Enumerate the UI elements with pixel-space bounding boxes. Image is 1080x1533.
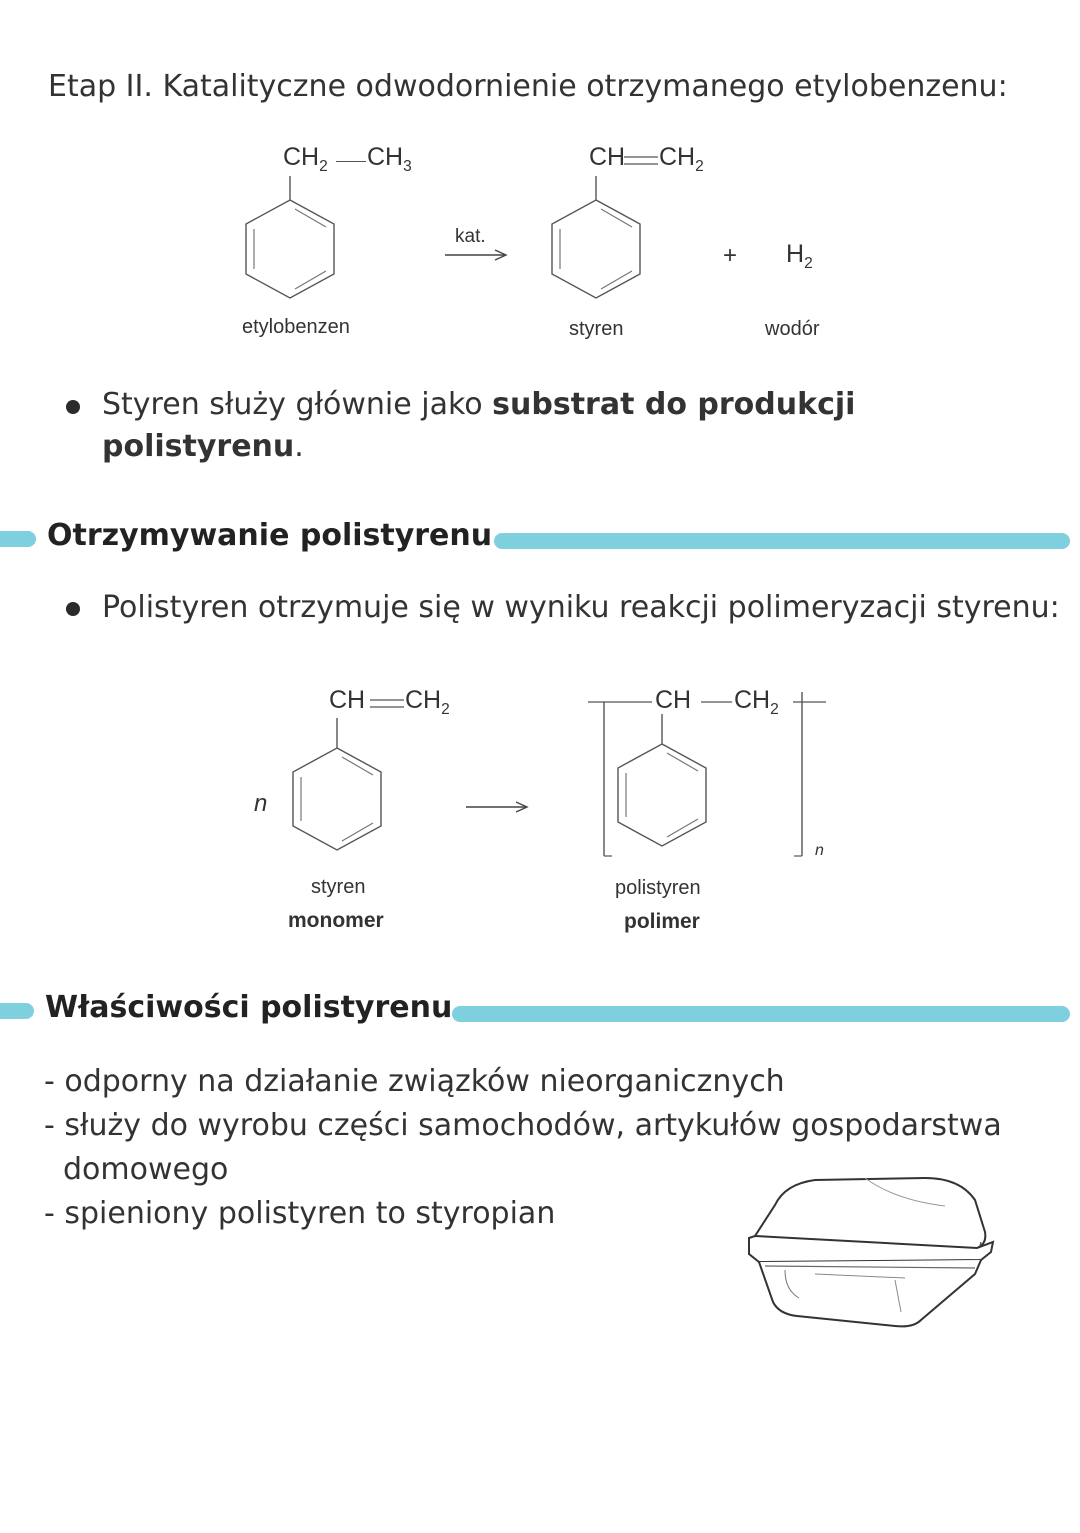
- section-underline-bar: [452, 1006, 1070, 1022]
- stage-heading: Etap II. Katalityczne odwodornienie otrzymanego etylobenzenu:: [48, 69, 1008, 104]
- section-title-properties: Właściwości polistyrenu: [45, 990, 453, 1025]
- list-item: - spieniony polistyren to styropian: [44, 1196, 556, 1231]
- polymer-index-n: n: [815, 842, 824, 859]
- polymer-formula-ch: CH: [655, 686, 692, 714]
- benzene-ring-icon: [546, 176, 656, 306]
- double-bond-icon: [624, 154, 658, 168]
- ethylbenzene-formula: $CH_2$: [283, 143, 328, 175]
- styrene-usage-text: Styren służy głównie jako substrat do produkcji polistyrenu.: [102, 387, 856, 464]
- hydrogen-formula: $H_2$: [786, 240, 813, 272]
- list-item: - służy do wyrobu części samochodów, artykułów gospodarstwa: [44, 1108, 1002, 1143]
- bond-line: [336, 161, 366, 162]
- section-marker: [0, 1003, 34, 1019]
- benzene-ring-icon: [612, 714, 722, 854]
- hydrogen-label: wodór: [765, 318, 820, 340]
- monomer-formula-ch: CH: [329, 686, 366, 714]
- catalyst-label: kat.: [455, 226, 486, 247]
- section-marker: [0, 531, 36, 547]
- styrene-formula-ch: CH: [589, 143, 626, 171]
- section-underline-bar: [494, 533, 1070, 549]
- benzene-ring-icon: [287, 718, 397, 858]
- ethylbenzene-formula-ch3: $CH_3$: [367, 143, 412, 175]
- polymer-name: polistyren: [615, 877, 701, 899]
- monomer-name: styren: [311, 876, 366, 898]
- bullet-dot: [66, 602, 80, 616]
- list-item: - odporny na działanie związków nieorganicznych: [44, 1064, 785, 1099]
- section-title-obtaining: Otrzymywanie polistyrenu: [47, 518, 493, 553]
- polymer-formula-ch2: $CH_2$: [734, 686, 779, 718]
- polymerization-text: Polistyren otrzymuje się w wyniku reakcji polimeryzacji styrenu:: [102, 590, 1060, 625]
- foam-food-container-icon: [745, 1170, 995, 1330]
- polymer-role: polimer: [624, 910, 700, 933]
- reaction-arrow-icon: [466, 800, 530, 814]
- plus-sign: +: [723, 242, 738, 269]
- styrene-formula-ch2: $CH_2$: [659, 143, 704, 175]
- styrene-label: styren: [569, 318, 624, 340]
- monomer-formula-ch2: $CH_2$: [405, 686, 450, 718]
- benzene-ring-icon: [240, 176, 350, 306]
- reaction-arrow-icon: [445, 248, 509, 262]
- list-item: domowego: [63, 1152, 229, 1187]
- monomer-role: monomer: [288, 909, 384, 932]
- bullet-dot: [66, 400, 80, 414]
- coefficient-n: n: [254, 790, 268, 817]
- double-bond-icon: [370, 697, 404, 711]
- ethylbenzene-label: etylobenzen: [242, 316, 350, 338]
